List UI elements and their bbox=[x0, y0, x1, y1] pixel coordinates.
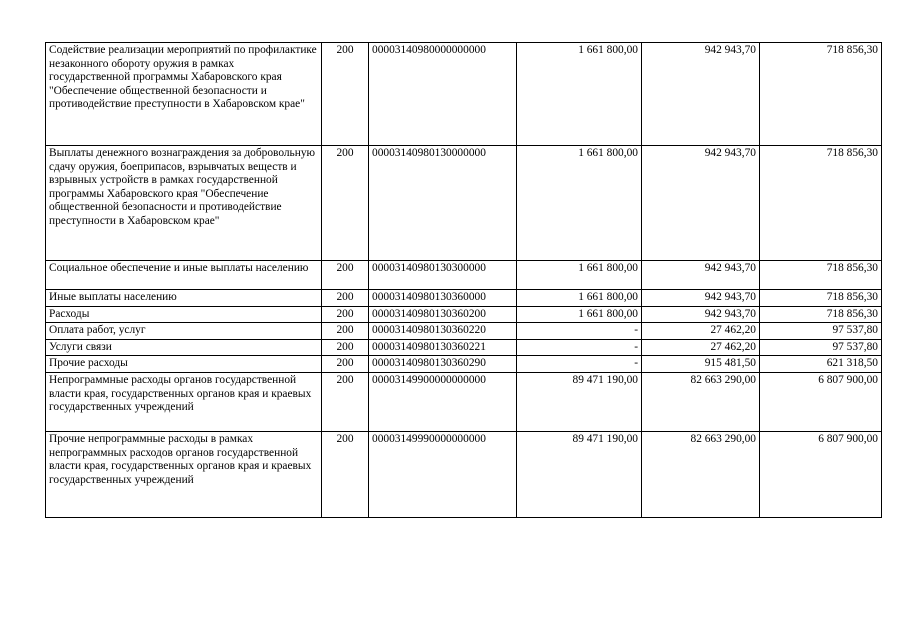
classification-code-cell: 00003140980130360221 bbox=[369, 339, 517, 356]
approved-amount-cell: 1 661 800,00 bbox=[517, 290, 642, 307]
table-row bbox=[46, 261, 882, 290]
line-code-cell: 200 bbox=[322, 146, 369, 261]
table-row bbox=[46, 356, 882, 373]
classification-code-cell: 00003140980130360290 bbox=[369, 356, 517, 373]
line-code-cell: 200 bbox=[322, 261, 369, 290]
row-name-cell: Услуги связи bbox=[46, 339, 322, 356]
executed-amount-cell: 942 943,70 bbox=[642, 43, 760, 146]
approved-amount-cell: - bbox=[517, 323, 642, 340]
classification-code-cell: 00003140980130300000 bbox=[369, 261, 517, 290]
row-name-cell: Расходы bbox=[46, 306, 322, 323]
line-code-cell: 200 bbox=[322, 431, 369, 517]
table-row bbox=[46, 339, 882, 356]
approved-amount-cell: - bbox=[517, 356, 642, 373]
line-code-cell: 200 bbox=[322, 339, 369, 356]
table-row bbox=[46, 306, 882, 323]
executed-amount-cell: 942 943,70 bbox=[642, 261, 760, 290]
unexecuted-amount-cell: 718 856,30 bbox=[760, 306, 882, 323]
row-name-cell: Социальное обеспечение и иные выплаты населению bbox=[46, 261, 322, 290]
unexecuted-amount-cell: 97 537,80 bbox=[760, 339, 882, 356]
table-row bbox=[46, 43, 882, 146]
row-name-cell: Прочие расходы bbox=[46, 356, 322, 373]
unexecuted-amount-cell: 718 856,30 bbox=[760, 43, 882, 146]
executed-amount-cell: 942 943,70 bbox=[642, 146, 760, 261]
approved-amount-cell: 89 471 190,00 bbox=[517, 431, 642, 517]
approved-amount-cell: 1 661 800,00 bbox=[517, 306, 642, 323]
executed-amount-cell: 27 462,20 bbox=[642, 339, 760, 356]
approved-amount-cell: 1 661 800,00 bbox=[517, 261, 642, 290]
budget-execution-table bbox=[45, 42, 882, 518]
executed-amount-cell: 82 663 290,00 bbox=[642, 372, 760, 431]
row-name-cell: Содействие реализации мероприятий по профилактике незаконного обороту оружия в рамках государственной программы Хабаровского края "Обеспечение общественной безопасности и противодействие преступности в Хабаровском крае" bbox=[46, 43, 322, 146]
classification-code-cell: 00003140980130360220 bbox=[369, 323, 517, 340]
row-name-cell: Выплаты денежного вознаграждения за добровольную сдачу оружия, боеприпасов, взрывчатых веществ и взрывных устройств в рамках государственной программы Хабаровского края "Обеспечение общественной безопасности и противодействие преступности в Хабаровском крае" bbox=[46, 146, 322, 261]
classification-code-cell: 00003140980130360200 bbox=[369, 306, 517, 323]
table-row bbox=[46, 290, 882, 307]
approved-amount-cell: 1 661 800,00 bbox=[517, 146, 642, 261]
executed-amount-cell: 27 462,20 bbox=[642, 323, 760, 340]
unexecuted-amount-cell: 718 856,30 bbox=[760, 146, 882, 261]
unexecuted-amount-cell: 718 856,30 bbox=[760, 261, 882, 290]
classification-code-cell: 00003149900000000000 bbox=[369, 372, 517, 431]
unexecuted-amount-cell: 718 856,30 bbox=[760, 290, 882, 307]
executed-amount-cell: 915 481,50 bbox=[642, 356, 760, 373]
table-row bbox=[46, 431, 882, 517]
classification-code-cell: 00003149990000000000 bbox=[369, 431, 517, 517]
row-name-cell: Иные выплаты населению bbox=[46, 290, 322, 307]
unexecuted-amount-cell: 6 807 900,00 bbox=[760, 431, 882, 517]
classification-code-cell: 00003140980130000000 bbox=[369, 146, 517, 261]
table-row bbox=[46, 146, 882, 261]
line-code-cell: 200 bbox=[322, 356, 369, 373]
unexecuted-amount-cell: 97 537,80 bbox=[760, 323, 882, 340]
table-row bbox=[46, 372, 882, 431]
line-code-cell: 200 bbox=[322, 290, 369, 307]
approved-amount-cell: 1 661 800,00 bbox=[517, 43, 642, 146]
executed-amount-cell: 942 943,70 bbox=[642, 290, 760, 307]
approved-amount-cell: - bbox=[517, 339, 642, 356]
table-row bbox=[46, 323, 882, 340]
line-code-cell: 200 bbox=[322, 43, 369, 146]
line-code-cell: 200 bbox=[322, 323, 369, 340]
classification-code-cell: 00003140980130360000 bbox=[369, 290, 517, 307]
executed-amount-cell: 942 943,70 bbox=[642, 306, 760, 323]
unexecuted-amount-cell: 6 807 900,00 bbox=[760, 372, 882, 431]
classification-code-cell: 00003140980000000000 bbox=[369, 43, 517, 146]
line-code-cell: 200 bbox=[322, 306, 369, 323]
row-name-cell: Непрограммные расходы органов государственной власти края, государственных органов края и краевых государственных учреждений bbox=[46, 372, 322, 431]
line-code-cell: 200 bbox=[322, 372, 369, 431]
unexecuted-amount-cell: 621 318,50 bbox=[760, 356, 882, 373]
executed-amount-cell: 82 663 290,00 bbox=[642, 431, 760, 517]
approved-amount-cell: 89 471 190,00 bbox=[517, 372, 642, 431]
row-name-cell: Оплата работ, услуг bbox=[46, 323, 322, 340]
row-name-cell: Прочие непрограммные расходы в рамках непрограммных расходов органов государственной власти края, государственных органов края и краевых государственных учреждений bbox=[46, 431, 322, 517]
